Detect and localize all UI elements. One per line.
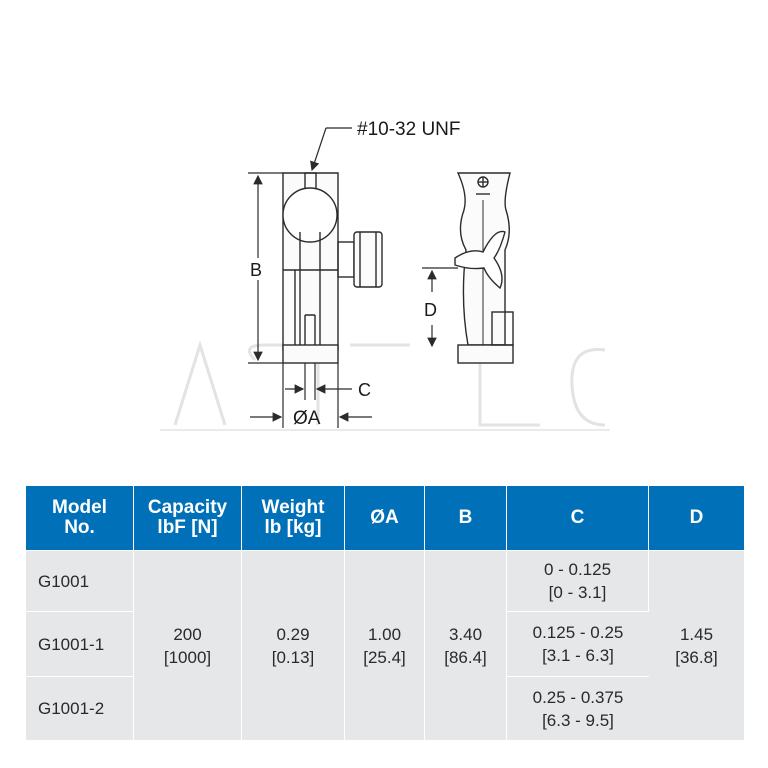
watermark-logo	[160, 345, 610, 430]
dimension-a-label: ØA	[293, 408, 321, 429]
thread-callout-label: #10-32 UNF	[357, 119, 461, 140]
model-cell: G1001-1	[26, 611, 134, 676]
model-cell: G1001-2	[26, 676, 134, 740]
header-model-no: Model No.	[26, 486, 134, 550]
model-cell: G1001	[26, 550, 134, 611]
capacity-cell: 200 [1000]	[134, 550, 242, 740]
header-weight: Weight lb [kg]	[242, 486, 345, 550]
specification-table	[26, 486, 744, 740]
header-c: C	[507, 486, 649, 550]
dia-a-cell: 1.00 [25.4]	[345, 550, 425, 740]
header-b: B	[425, 486, 507, 550]
clamp-front-view	[283, 173, 382, 363]
c-cell: 0.125 - 0.25 [3.1 - 6.3]	[507, 611, 649, 676]
weight-cell: 0.29 [0.13]	[242, 550, 345, 740]
thread-callout-leader	[312, 128, 352, 170]
dimension-c-label: C	[358, 380, 371, 400]
header-dia-a: ØA	[345, 486, 425, 550]
header-capacity: Capacity lbF [N]	[134, 486, 242, 550]
c-cell: 0 - 0.125 [0 - 3.1]	[507, 550, 649, 611]
b-cell: 3.40 [86.4]	[425, 550, 507, 740]
table-header-row	[26, 486, 744, 550]
dimension-b-label: B	[250, 260, 263, 280]
dimension-d-label: D	[424, 300, 437, 320]
header-d: D	[649, 486, 744, 550]
d-cell: 1.45 [36.8]	[649, 550, 744, 740]
clamp-side-view	[455, 173, 513, 363]
c-cell: 0.25 - 0.375 [6.3 - 9.5]	[507, 676, 649, 740]
table-row	[26, 550, 744, 611]
